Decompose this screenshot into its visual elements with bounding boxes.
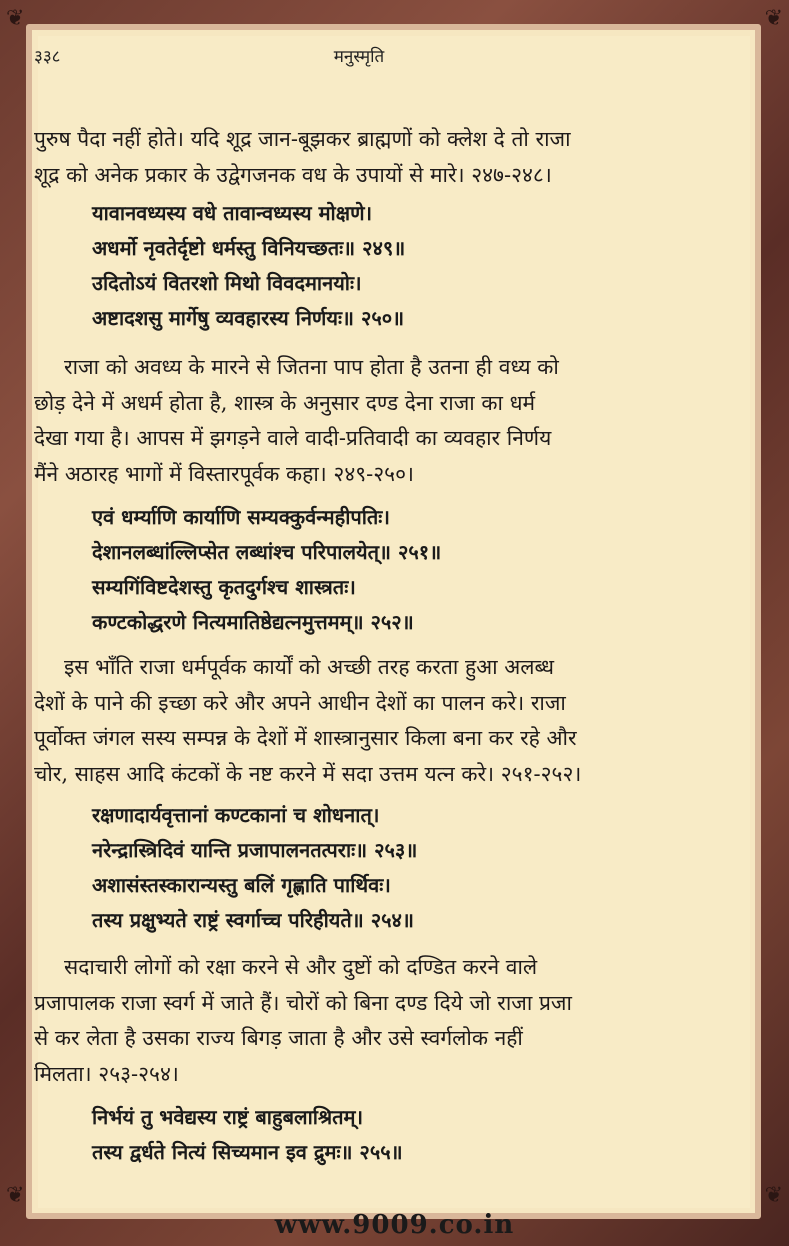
page-header (34, 44, 684, 74)
frame-ornament-icon: ❦ (6, 6, 25, 31)
verse-line: एवं धर्म्याणि कार्याणि सम्यक्कुर्वन्महीपतिः। (92, 505, 390, 529)
paragraph (34, 350, 714, 492)
verse-line: अधर्मो नृवतेर्दृष्टो धर्मस्तु विनियच्छतः॥ २४९॥ (92, 236, 406, 260)
running-title: मनुस्मृति (333, 47, 385, 67)
text-line: प्रजापालक राजा स्वर्ग में जाते हैं। चोरों को बिना दण्ड दिये जो राजा प्रजा (34, 990, 572, 1015)
text-line: मिलता। २५३-२५४। (34, 1061, 179, 1086)
verse-line: अशासंस्तस्कारान्यस्तु बलिं गृह्णाति पार्थिवः। (92, 873, 391, 897)
verse-line: अष्टादशसु मार्गेषु व्यवहारस्य निर्णयः॥ २५०॥ (92, 306, 405, 330)
website-watermark: www.9009.co.in (274, 1210, 515, 1240)
verse-line: देशानलब्धांल्लिप्सेत लब्धांश्च परिपालयेत्॥ २५१॥ (92, 540, 442, 564)
text-line: शूद्र को अनेक प्रकार के उद्वेगजनक वध के उपायों से मारे। २४७-२४८। (34, 162, 552, 187)
text-line: मैंने अठारह भागों में विस्तारपूर्वक कहा। २४९-२५०। (34, 461, 414, 486)
text-line: देशों के पाने की इच्छा करे और अपने आधीन देशों का पालन करे। राजा (34, 690, 566, 715)
sanskrit-verse (92, 1100, 652, 1170)
verse-line: सम्यगिंविष्टदेशस्तु कृतदुर्गश्च शास्त्रतः। (92, 575, 356, 599)
verse-line: नरेन्द्रास्त्रिदिवं यान्ति प्रजापालनतत्पराः॥ २५३॥ (92, 838, 418, 862)
paragraph (34, 122, 714, 193)
paragraph (34, 650, 714, 792)
verse-line: तस्य द्वर्धते नित्यं सिच्यमान इव द्रुमः॥ २५५॥ (92, 1140, 403, 1164)
text-line: चोर, साहस आदि कंटकों के नष्ट करने में सदा उत्तम यत्न करे। २५१-२५२। (34, 761, 582, 786)
verse-line: निर्भयं तु भवेद्यस्य राष्ट्रं बाहुबलाश्रितम्। (92, 1105, 364, 1129)
verse-line: यावानवध्यस्य वधे तावान्वध्यस्य मोक्षणे। (92, 201, 373, 225)
verse-line: तस्य प्रक्षुभ्यते राष्ट्रं स्वर्गाच्च परिहीयते॥ २५४॥ (92, 908, 414, 932)
page-number: ३३८ (34, 47, 61, 67)
text-line: देखा गया है। आपस में झगड़ने वाले वादी-प्रतिवादी का व्यवहार निर्णय (34, 426, 552, 450)
paragraph (34, 950, 714, 1092)
sanskrit-verse (92, 798, 652, 938)
text-line: पूर्वोक्त जंगल सस्य सम्पन्न के देशों में शास्त्रानुसार किला बना कर रहे और (34, 726, 577, 750)
frame-ornament-icon: ❦ (6, 1183, 25, 1208)
text-line: से कर लेता है उसका राज्य बिगड़ जाता है और उसे स्वर्गलोक नहीं (34, 1026, 523, 1050)
verse-line: उदितोऽयं वितरशो मिथो विवदमानयोः। (92, 271, 362, 295)
sanskrit-verse (92, 500, 652, 640)
verse-line: कण्टकोद्धरणे नित्यमातिष्ठेद्यत्नमुत्तमम्॥ २५२॥ (92, 610, 414, 634)
text-line: सदाचारी लोगों को रक्षा करने से और दुष्टों को दण्डित करने वाले (64, 955, 538, 979)
text-line: राजा को अवध्य के मारने से जितना पाप होता है उतना ही वध्य को (64, 355, 559, 379)
text-line: छोड़ देने में अधर्म होता है, शास्त्र के अनुसार दण्ड देना राजा का धर्म (34, 390, 536, 415)
frame-ornament-icon: ❦ (764, 6, 783, 31)
frame-ornament-icon: ❦ (764, 1183, 783, 1208)
text-line: पुरुष पैदा नहीं होते। यदि शूद्र जान-बूझकर ब्राह्मणों को क्लेश दे तो राजा (34, 127, 571, 151)
text-line: इस भाँति राजा धर्मपूर्वक कार्यों को अच्छी तरह करता हुआ अलब्ध (64, 655, 555, 679)
sanskrit-verse (92, 196, 652, 336)
verse-line: रक्षणादार्यवृत्तानां कण्टकानां च शोधनात्। (92, 803, 380, 827)
